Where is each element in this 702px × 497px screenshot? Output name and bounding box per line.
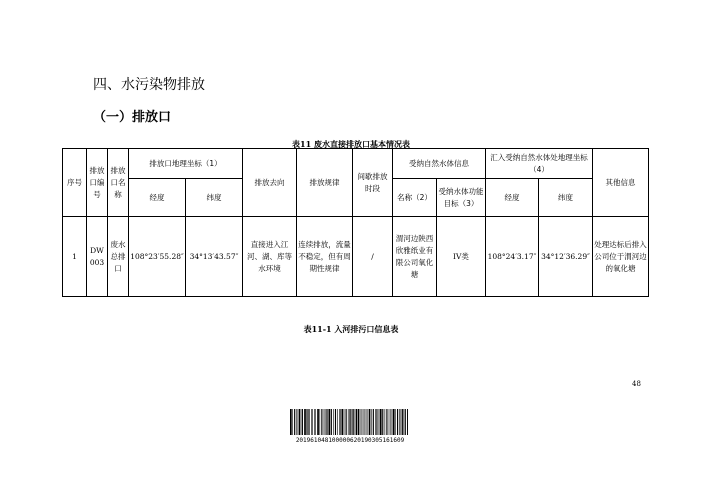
barcode-bar xyxy=(361,409,362,435)
barcode-bar xyxy=(367,409,368,435)
barcode-bar xyxy=(364,409,365,435)
barcode-bar xyxy=(399,409,400,435)
header-water-target: 受纳水体功能目标（3） xyxy=(437,179,486,217)
barcode-bar xyxy=(353,409,354,435)
barcode-text: 2019610481000006201903051616​09 xyxy=(295,437,405,444)
header-outlet-name: 排放口名称 xyxy=(108,149,129,217)
cell-conf-latitude: 34°12′36.29″ xyxy=(539,217,593,297)
barcode-bar xyxy=(358,409,359,435)
barcode-bar xyxy=(373,409,374,435)
header-latitude: 纬度 xyxy=(186,179,243,217)
barcode-bar xyxy=(366,409,367,435)
barcode-bar xyxy=(397,409,398,435)
barcode-bar xyxy=(393,409,395,435)
barcode-bar xyxy=(376,409,377,435)
header-conf-latitude: 纬度 xyxy=(539,179,593,217)
barcode-bar xyxy=(371,409,372,435)
barcode-bar xyxy=(315,409,316,435)
table-caption: 表11 废水直接排放口基本情况表 xyxy=(292,139,410,149)
cell-water-target: IV类 xyxy=(437,217,486,297)
section-title: 四、水污染物排放 xyxy=(93,77,205,93)
barcode xyxy=(290,409,408,435)
barcode-bar xyxy=(328,409,330,435)
barcode-bar xyxy=(379,409,380,435)
barcode-bar xyxy=(290,409,292,435)
barcode-bar xyxy=(324,409,325,435)
barcode-bar xyxy=(335,409,336,435)
subsection-title: （一）排放口 xyxy=(93,110,172,125)
cell-latitude: 34°13′43.57″ xyxy=(186,217,243,297)
barcode-bar xyxy=(327,409,328,435)
barcode-bar xyxy=(346,409,347,435)
barcode-bar xyxy=(389,409,390,435)
barcode-bar xyxy=(294,409,295,435)
header-outlet-coord: 排放口地理坐标（1） xyxy=(129,149,243,179)
barcode-bar xyxy=(407,409,408,435)
header-pattern: 排放规律 xyxy=(297,149,353,217)
barcode-bar xyxy=(302,409,303,435)
cell-other: 处理达标后排入公司位于渭河边的氧化塘 xyxy=(593,217,649,297)
barcode-bar xyxy=(348,409,349,435)
barcode-bar xyxy=(356,409,358,435)
barcode-bar xyxy=(349,409,350,435)
barcode-bar xyxy=(341,409,343,435)
header-outlet-no: 排放口编号 xyxy=(87,149,108,217)
barcode-bar xyxy=(321,409,322,435)
barcode-bar xyxy=(385,409,386,435)
header-other: 其他信息 xyxy=(593,149,649,217)
table2-caption: 表11-1 入河排污口信息表 xyxy=(303,324,399,334)
barcode-bar xyxy=(352,409,353,435)
cell-pattern: 连续排放，流量不稳定，但有周期性规律 xyxy=(297,217,353,297)
barcode-bar xyxy=(317,409,319,435)
barcode-bar xyxy=(340,409,341,435)
page-number: 48 xyxy=(632,380,641,388)
header-direction: 排放去向 xyxy=(243,149,297,217)
header-longitude: 经度 xyxy=(129,179,186,217)
header-conf-longitude: 经度 xyxy=(486,179,539,217)
barcode-bar xyxy=(325,409,326,435)
header-row-1 xyxy=(63,149,649,179)
barcode-bar xyxy=(360,409,361,435)
barcode-bar xyxy=(337,409,338,435)
barcode-bar xyxy=(320,409,321,435)
barcode-bar xyxy=(296,409,297,435)
barcode-bar xyxy=(392,409,393,435)
barcode-bar xyxy=(292,409,293,435)
outlet-table xyxy=(62,148,649,297)
cell-water-name: 渭河边陕西欣雅纸业有限公司氧化塘 xyxy=(393,217,437,297)
barcode-bar xyxy=(395,409,396,435)
barcode-bar xyxy=(331,409,332,435)
barcode-bar xyxy=(312,409,313,435)
barcode-bar xyxy=(386,409,387,435)
barcode-bar xyxy=(309,409,310,435)
cell-conf-longitude: 108°24′3.17″ xyxy=(486,217,539,297)
barcode-bar xyxy=(311,409,312,435)
cell-longitude: 108°23′55.28″ xyxy=(129,217,186,297)
barcode-bar xyxy=(299,409,300,435)
barcode-bar xyxy=(339,409,340,435)
barcode-bar xyxy=(401,409,402,435)
header-water-info: 受纳自然水体信息 xyxy=(393,149,486,179)
barcode-bar xyxy=(382,409,383,435)
header-water-name: 名称（2） xyxy=(393,179,437,217)
header-seq: 序号 xyxy=(63,149,87,217)
barcode-bar xyxy=(301,409,302,435)
barcode-bar xyxy=(404,409,405,435)
barcode-bar xyxy=(304,409,306,435)
barcode-bar xyxy=(314,409,315,435)
barcode-bar xyxy=(405,409,406,435)
barcode-bar xyxy=(308,409,309,435)
barcode-bar xyxy=(326,409,327,435)
header-intermittent: 间歇排放时段 xyxy=(353,149,393,217)
table-row xyxy=(63,217,649,297)
barcode-bar xyxy=(369,409,371,435)
header-confluence-coord: 汇入受纳自然水体处地理坐标（4） xyxy=(486,149,593,179)
barcode-bar xyxy=(363,409,364,435)
barcode-bar xyxy=(298,409,299,435)
barcode-bar xyxy=(402,409,403,435)
cell-outlet-no: DW003 xyxy=(87,217,108,297)
barcode-bar xyxy=(350,409,351,435)
cell-intermittent: / xyxy=(353,217,393,297)
cell-direction: 直接进入江河、湖、库等水环境 xyxy=(243,217,297,297)
cell-seq: 1 xyxy=(63,217,87,297)
barcode-bar xyxy=(375,409,376,435)
barcode-bar xyxy=(378,409,379,435)
barcode-bar xyxy=(333,409,334,435)
barcode-bar xyxy=(344,409,345,435)
cell-outlet-name: 废水总排口 xyxy=(108,217,129,297)
barcode-bar xyxy=(306,409,307,435)
barcode-bar xyxy=(391,409,392,435)
barcode-bar xyxy=(380,409,382,435)
